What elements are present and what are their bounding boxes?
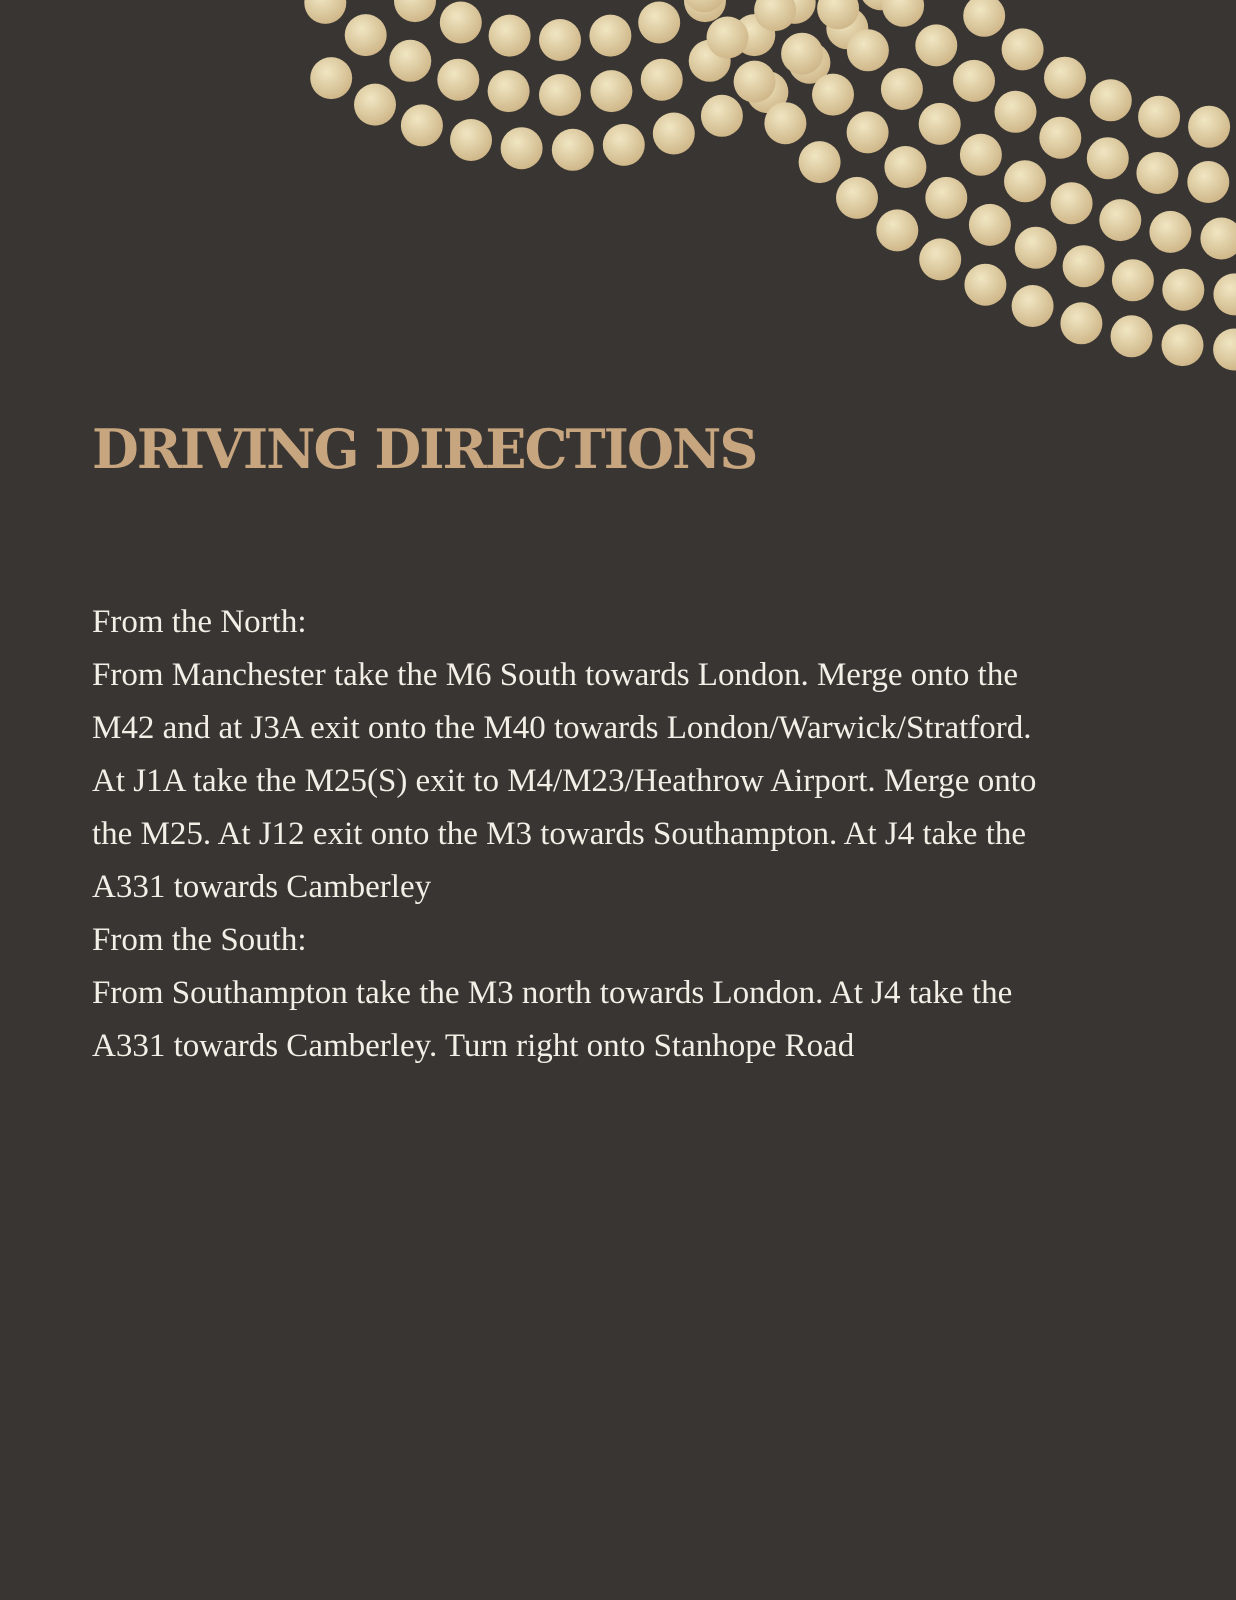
gold-dot [1162, 324, 1204, 366]
gold-dot [701, 95, 743, 137]
gold-dot [1111, 315, 1153, 357]
gold-dot [1188, 106, 1230, 148]
gold-dot [847, 111, 889, 153]
gold-dot [1090, 79, 1132, 121]
gold-dot [817, 0, 859, 29]
gold-dot [1087, 137, 1129, 179]
gold-dot [683, 0, 725, 12]
gold-dot [450, 119, 492, 161]
gold-dot [788, 42, 830, 84]
gold-dot [964, 264, 1006, 306]
gold-dot [440, 2, 482, 44]
gold-dot [1162, 269, 1204, 311]
gold-dot [1187, 161, 1229, 203]
gold-dot [1015, 227, 1057, 269]
gold-dot [488, 70, 530, 112]
gold-dot [881, 68, 923, 110]
gold-dot [638, 2, 680, 44]
gold-dot [1044, 57, 1086, 99]
gold-dot [960, 134, 1002, 176]
section-text-north: From Manchester take the M6 South towards London. Merge onto the M42 and at J3A exit onto the M40 towards London/Warwick/Stratford. At J1A take the M25(S) exit to M4/M23/Heathrow Airport. Merge onto the M25. At J12 exit onto the M3 towards Southampton. At J4 take the A331 towards Camberley [92, 657, 1037, 905]
gold-dot [641, 59, 683, 101]
section-heading-south: From the South: [92, 922, 307, 958]
gold-dot [684, 0, 726, 22]
page-title: DRIVING DIRECTIONS [92, 417, 757, 481]
gold-dot [437, 59, 479, 101]
section-heading-north: From the North: [92, 604, 307, 640]
gold-dot [1051, 182, 1093, 224]
gold-dot [826, 7, 868, 49]
gold-dot [1138, 96, 1180, 138]
gold-dot [1200, 218, 1236, 260]
gold-dot [501, 127, 543, 169]
gold-dot [1112, 259, 1154, 301]
gold-dot [389, 40, 431, 82]
gold-dot [876, 209, 918, 251]
gold-dot [1213, 273, 1236, 315]
gold-dot [781, 33, 823, 75]
gold-dot [304, 0, 346, 24]
gold-dot-pattern-icon [0, 0, 1236, 400]
gold-dot [689, 40, 731, 82]
gold-dot [963, 0, 1005, 37]
gold-dot [884, 146, 926, 188]
gold-dot [953, 60, 995, 102]
gold-dot [969, 204, 1011, 246]
gold-dot [995, 91, 1037, 133]
gold-dot [310, 57, 352, 99]
gold-dot [812, 74, 854, 116]
gold-dot [847, 29, 889, 71]
gold-dot [925, 177, 967, 219]
gold-dot [401, 104, 443, 146]
gold-dot [836, 177, 878, 219]
gold-dot [1012, 285, 1054, 327]
section-text-south: From Southampton take the M3 north towards London. At J4 take the A331 towards Camberley. Turn right onto Stanhope Road [92, 975, 1013, 1064]
gold-dot [653, 113, 695, 155]
gold-dot [1149, 211, 1191, 253]
gold-dot [345, 14, 387, 56]
gold-dot [539, 19, 581, 61]
gold-dot [1004, 160, 1046, 202]
gold-dot [764, 102, 806, 144]
gold-dot [882, 0, 924, 27]
gold-dot [354, 84, 396, 126]
gold-dot [590, 70, 632, 112]
gold-dot [1136, 152, 1178, 194]
gold-dot [1002, 28, 1044, 70]
gold-dot [734, 61, 776, 103]
gold-dot [1060, 302, 1102, 344]
gold-dot [1099, 199, 1141, 241]
gold-dot [589, 15, 631, 57]
gold-dot [1039, 117, 1081, 159]
gold-dot [860, 0, 902, 10]
gold-dot [1063, 245, 1105, 287]
gold-dot [915, 24, 957, 66]
gold-dot [1213, 329, 1236, 371]
gold-dot [394, 0, 436, 22]
gold-dot [754, 0, 796, 31]
gold-dot [733, 14, 775, 56]
gold-dot [603, 124, 645, 166]
gold-dot [552, 129, 594, 171]
gold-dot [919, 238, 961, 280]
gold-dot [746, 71, 788, 113]
directions-body [92, 596, 1052, 1073]
gold-dot [774, 0, 816, 24]
gold-dot [707, 17, 749, 59]
gold-dot [919, 103, 961, 145]
gold-dot [799, 141, 841, 183]
gold-dot [539, 74, 581, 116]
gold-dot [489, 15, 531, 57]
